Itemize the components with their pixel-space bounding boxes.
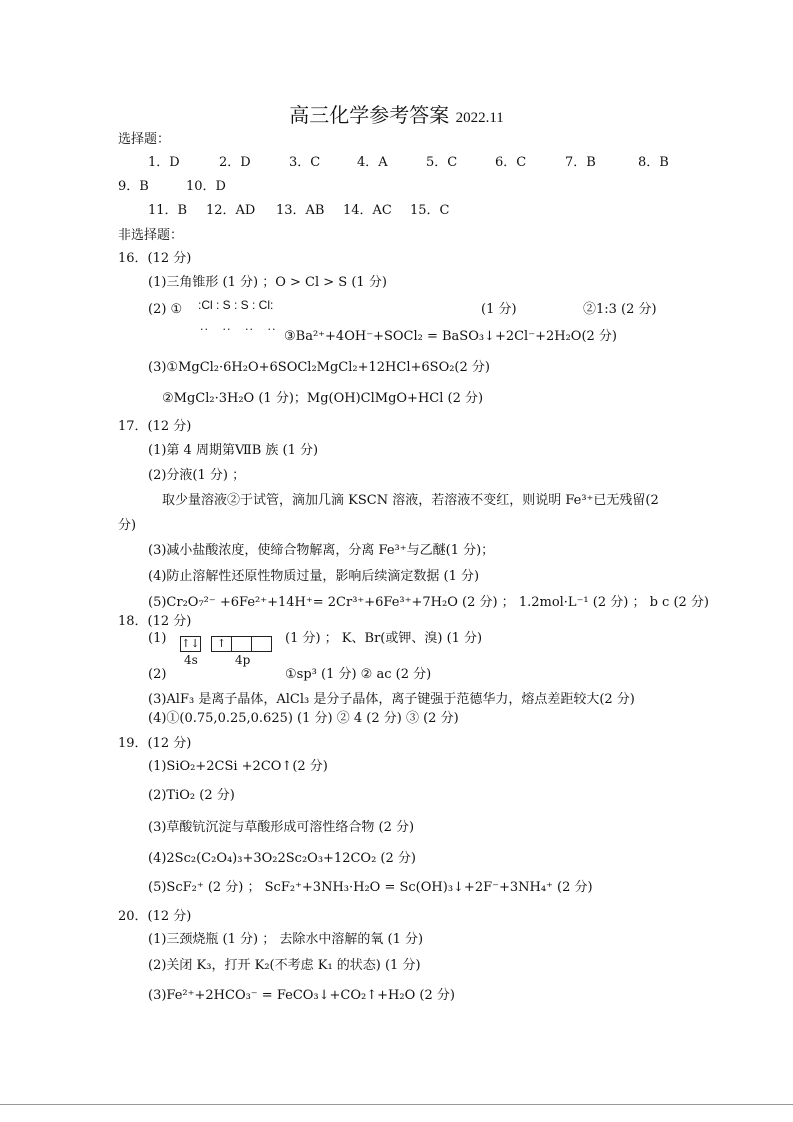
q19-line: (2)TiO₂ (2 分) <box>148 788 235 803</box>
choice-answer: 12．AD <box>206 203 256 218</box>
q20-heading: 20．(12 分) <box>118 909 192 924</box>
q17-line: 取少量溶液②于试管，滴加几滴 KSCN 溶液，若溶液不变红，则说明 Fe³⁺已无残留(2 <box>162 493 659 508</box>
choice-answer: 11．B <box>148 203 188 218</box>
orbital-cell <box>232 637 252 651</box>
q18-line: ①sp³ (1 分) ② ac (2 分) <box>285 667 432 682</box>
choice-answer: 2．D <box>219 155 251 170</box>
q16-line: (3)①MgCl₂·6H₂O+6SOCl₂MgCl₂+12HCl+6SO₂(2 分) <box>148 360 490 375</box>
page-bottom-rule <box>0 1104 793 1105</box>
choice-answer: 10．D <box>186 179 226 194</box>
choice-answer: 5．C <box>426 155 458 170</box>
q19-line: (5)ScF₂⁺ (2 分) ； ScF₂⁺+3NH₃·H₂O = Sc(OH)₃↓+2F⁻+3NH₄⁺ (2 分) <box>148 880 593 895</box>
q16-line: (1 分) <box>481 302 517 317</box>
q17-line: (1)第 4 周期第ⅦB 族 (1 分) <box>148 443 319 458</box>
q17-line: (5)Cr₂O₇²⁻ +6Fe²⁺+14H⁺= 2Cr³⁺+6Fe³⁺+7H₂O (2 分) ； 1.2mol·L⁻¹ (2 分) ； b c (2 分) <box>148 595 709 610</box>
q16-line: ②MgCl₂·3H₂O (1 分)；Mg(OH)ClMgO+HCl (2 分) <box>162 391 484 406</box>
choice-answer: 6．C <box>495 155 527 170</box>
q17-heading: 17．(12 分) <box>118 419 192 434</box>
orbital-cell: ↑ <box>212 637 232 651</box>
q16-line: ②1:3 (2 分) <box>583 302 657 317</box>
nonchoice-header: 非选择题： <box>118 228 184 243</box>
q17-line: 分) <box>118 518 137 533</box>
choice-answer: 9．B <box>118 179 149 194</box>
q16-line: ③Ba²⁺+4OH⁻+SOCl₂ = BaSO₃↓+2Cl⁻+2H₂O(2 分) <box>284 329 617 344</box>
lewis-structure: :Cl : S : S : Cl: <box>198 298 274 312</box>
choice-answer: 4．A <box>357 155 388 170</box>
choice-answer: 14．AC <box>343 203 392 218</box>
choice-answer: 15．C <box>410 203 450 218</box>
q19-heading: 19．(12 分) <box>118 736 192 751</box>
q20-line: (1)三颈烧瓶 (1 分) ； 去除水中溶解的氧 (1 分) <box>148 932 424 947</box>
q18-line: (4)①(0.75,0.25,0.625) (1 分) ② 4 (2 分) ③ (2 分) <box>148 711 459 726</box>
orbital-label-4p: 4p <box>235 653 251 667</box>
q18-line: (1) <box>148 631 167 646</box>
title-text: 高三化学参考答案 <box>289 103 450 127</box>
orbital-label-4s: 4s <box>184 653 198 667</box>
q16-line: (1)三角锥形 (1 分) ；O > Cl > S (1 分) <box>148 275 387 290</box>
q18-line: (3)AlF₃ 是离子晶体，AlCl₃ 是分子晶体，离子键强于范德华力，熔点差距较大(2 分) <box>148 692 635 707</box>
page-title <box>0 102 793 131</box>
q20-line: (3)Fe²⁺+2HCO₃⁻ = FeCO₃↓+CO₂↑+H₂O (2 分) <box>148 988 455 1003</box>
orbital-box-4s <box>180 636 201 652</box>
q18-heading: 18．(12 分) <box>118 614 192 629</box>
q20-line: (2)关闭 K₃，打开 K₂(不考虑 K₁ 的状态) (1 分) <box>148 958 421 973</box>
q19-line: (3)草酸钪沉淀与草酸形成可溶性络合物 (2 分) <box>148 820 415 835</box>
choice-header: 选择题： <box>118 132 171 147</box>
q18-line: (2) <box>148 667 167 682</box>
choice-answer: 13．AB <box>276 203 325 218</box>
q18-line: (1 分) ； K、Br(或钾、溴) (1 分) <box>285 631 483 646</box>
lewis-dots: ·· ·· ·· ·· <box>200 323 277 336</box>
choice-answer: 8．B <box>638 155 669 170</box>
q19-line: (4)2Sc₂(C₂O₄)₃+3O₂2Sc₂O₃+12CO₂ (2 分) <box>148 851 416 866</box>
orbital-box-4p <box>211 636 272 652</box>
choice-answer: 1．D <box>148 155 180 170</box>
choice-answer: 7．B <box>565 155 596 170</box>
q16-heading: 16．(12 分) <box>118 251 192 266</box>
q17-line: (2)分液(1 分) ； <box>148 468 246 483</box>
orbital-cell: ↑↓ <box>181 637 200 650</box>
orbital-cell <box>252 637 271 651</box>
q17-line: (4)防止溶解性还原性物质过量，影响后续滴定数据 (1 分) <box>148 569 480 584</box>
choice-answer: 3．C <box>289 155 321 170</box>
title-year: 2022.11 <box>455 110 504 126</box>
q19-line: (1)SiO₂+2CSi +2CO↑(2 分) <box>148 759 328 774</box>
q16-line: (2) ① <box>148 302 183 317</box>
q17-line: (3)减小盐酸浓度，使缔合物解离，分离 Fe³⁺与乙醚(1 分)； <box>148 543 495 558</box>
